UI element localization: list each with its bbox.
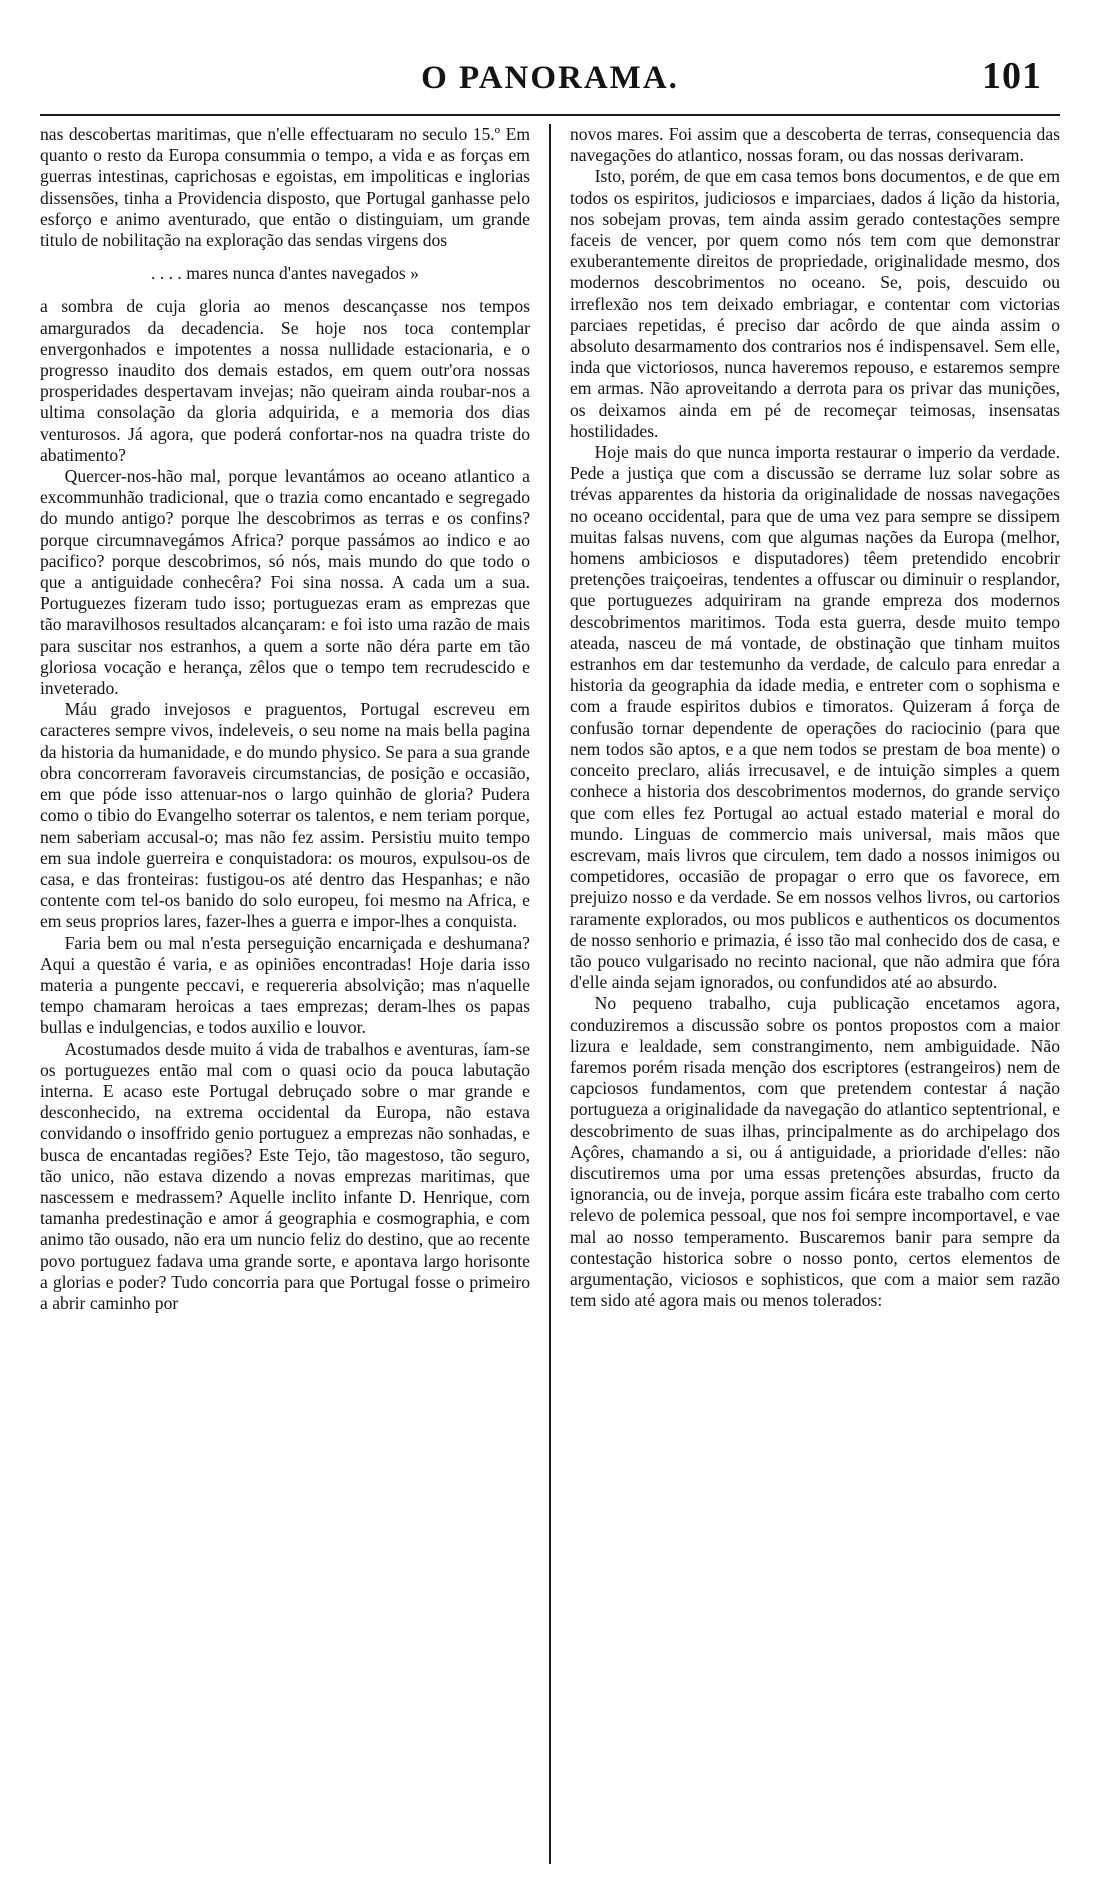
paragraph: a sombra de cuja gloria ao menos descançasse nos tempos amargurados da decadencia. Se hoje nos toca contemplar envergonhados e impotentes a nossa nullidade estacionaria, e o progresso inaudito dos demais estados, em quem outr'ora nossas prosperidades despertavam invejas; não queiram ainda roubar-nos a ultima consolação da gloria adquirida, e a memoria dos dias venturosos. Já agora, que poderá confortar-nos na quadra triste do abatimento?: [40, 296, 530, 465]
column-divider: [549, 124, 551, 1864]
text-columns: [40, 124, 1060, 1864]
paragraph: No pequeno trabalho, cuja publicação encetamos agora, conduziremos a discussão sobre os pontos propostos com a maior lizura e lealdade, sem constrangimento, nem ambiguidade. Não faremos porém risada menção dos escriptores (estrangeiros) nem de capciosos fundamentos, com que pretendem contestar á nação portugueza a originalidade da navegação do atlantico septentrional, e descobrimento de suas ilhas, principalmente as do archipelago dos Açôres, chamando a si, ou á antiguidade, a prioridade d'elles: não discutiremos uma por uma essas pretenções absurdas, fructo da ignorancia, ou de inveja, porque assim ficára este trabalho com certo relevo de polemica pessoal, que nos foi sempre incomportavel, e vae mal ao nosso temperamento. Buscaremos banir para sempre da contestação historica sobre o nosso ponto, certos elementos de argumentação, viciosos e sophisticos, que com a maior sem razão tem sido até agora mais ou menos tolerados:: [570, 993, 1060, 1311]
paragraph: Faria bem ou mal n'esta perseguição encarniçada e deshumana? Aqui a questão é varia, e as opiniões encontradas! Hoje daria isso materia a pungente peccavi, e requereria absolvição; mas n'aquelle tempo chamaram heroicas a taes emprezas; deram-lhes os papas bullas e indulgencias, e todos auxilio e louvor.: [40, 932, 530, 1038]
journal-title: O PANORAMA.: [421, 60, 679, 96]
page-number: 101: [982, 55, 1042, 97]
paragraph: Isto, porém, de que em casa temos bons documentos, e de que em todos os espiritos, judiciosos e imparciaes, dados á lição da historia, nos sobejam provas, tem ainda assim gerado contestações sempre faceis de vencer, por quem como nós tem com que demonstrar exuberantemente direitos de propriedade, originalidade mesmo, dos modernos descobrimentos no oceano. Se, pois, descuido ou irreflexão nos tem deixado embriagar, e contentar com victorias parciaes repetidas, é preciso dar acôrdo de que ainda assim o absoluto desarmamento dos contrarios nos é indispensavel. Sem elle, inda que victoriosos, nunca haveremos repouso, e estaremos sempre em armas. Não aproveitando a derrota para os privar das munições, os deixamos ainda em pé de recomeçar teimosas, insensatas hostilidades.: [570, 166, 1060, 441]
right-column: [570, 124, 1060, 1864]
paragraph: nas descobertas maritimas, que n'elle effectuaram no seculo 15.º Em quanto o resto da Europa consummia o tempo, a vida e as forças em guerras intestinas, caprichosas e egoistas, em impoliticas e inglorias dissensões, tinha a Providencia disposto, que Portugal ganhasse pelo esforço e animo aventurado, que então o distinguiam, um grande titulo de nobilitação na exploração das sendas virgens dos: [40, 124, 530, 251]
paragraph: novos mares. Foi assim que a descoberta de terras, consequencia das navegações do atlantico, nossas foram, ou das nossas derivaram.: [570, 124, 1060, 166]
paragraph: Acostumados desde muito á vida de trabalhos e aventuras, íam-se os portuguezes então mal com o quasi ocio da pouca labutação interna. E acaso este Portugal debruçado sobre o mar grande e desconhecido, na extrema occidental da Europa, não estava convidando o insoffrido genio portuguez a emprezas não sonhadas, e busca de encantadas regiões? Este Tejo, tão magestoso, tão seguro, tão unico, não estava dizendo a novas emprezas maritimas, que nascessem e medrassem? Aquelle inclito infante D. Henrique, com tamanha predestinação e amor á geographia e cosmographia, e com animo tão ousado, não era um nuncio feliz do destino, que ao recente povo portuguez fadava uma grande sorte, e apontava largo horisonte a glorias e poder? Tudo concorria para que Portugal fosse o primeiro a abrir caminho por: [40, 1038, 530, 1313]
left-column: [40, 124, 530, 1864]
page-header: [40, 50, 1060, 116]
paragraph: Quercer-nos-hão mal, porque levantámos ao oceano atlantico a excommunhão tradicional, que o trazia como encantado e segregado do mundo antigo? porque lhe descobrimos as terras e os confins? porque circumnavegámos Africa? porque passámos ao indico e ao pacifico? porque descobrimos, só nós, mais mundo do que todo o que a antiguidade conhecêra? Foi sina nossa. A cada um a sua. Portuguezes fizeram tudo isso; portuguezas eram as emprezas que tão maravilhosos resultados alcançaram: e foi isto uma razão de mais para suscitar nos estranhos, a quem a sorte não déra parte em tão gloriosa vocação e herança, zêlos que o tempo tem recrudescido e inveterado.: [40, 466, 530, 699]
paragraph: Máu grado invejosos e praguentos, Portugal escreveu em caracteres sempre vivos, indeleveis, o seu nome na mais bella pagina da historia da humanidade, e do mundo physico. Se para a sua grande obra concorreram favoraveis circumstancias, de posição e occasião, em que póde isso attenuar-nos o largo quinhão de gloria? Pudera como o tibio do Evangelho soterrar os talentos, e nem teriam porque, nem saberiam accusal-o; mas não fez assim. Persistiu muito tempo em sua indole guerreira e conquistadora: os mouros, expulsou-os de casa, e das fronteiras: fustigou-os até dentro das Hespanhas; e não contente com tel-os banido do solo europeu, foi mesmo na Africa, e em seus proprios lares, fazer-lhes a guerra e impor-lhes a conquista.: [40, 699, 530, 932]
verse-quote: . . . . mares nunca d'antes navegados »: [151, 263, 419, 284]
paragraph: Hoje mais do que nunca importa restaurar o imperio da verdade. Pede a justiça que com a discussão se derrame luz solar sobre as trévas apparentes da historia da originalidade de nossas navegações no oceano occidental, para que de uma vez para sempre se dissipem muitas falsas nuvens, com que algumas nações da Europa (melhor, homens ambiciosos e disputadores) têem pretendido encobrir pretenções traiçoeiras, tendentes a offuscar ou diminuir o resplandor, que portuguezes adquiriram na grande empreza dos modernos descobrimentos maritimos. Toda esta guerra, desde muito tempo ateada, nasceu de má vontade, de obstinação que tinham muitos estranhos em dar testemunho da verdade, de calculo para enredar a historia da geographia da idade media, e entreter com o sophisma e com a fraude espiritos dubios e timoratos. Quizeram á força de confusão tornar dependente de operações do raciocinio (para que nem todos são aptos, e a que nem todos se prestam de boa mente) o conceito preclaro, aliás irrecusavel, e de intuição simples a quem conhece a historia dos descobrimentos modernos, do grande serviço que com elles fez Portugal ao actual estado material e moral do mundo. Linguas de commercio mais universal, mais mãos que escrevam, mais livros que circulem, tem dado a nossos inimigos ou competidores, occasião de propagar o erro que os favorece, em prejuizo nosso e da verdade. Se em nossos velhos livros, ou cartorios raramente explorados, ou mos publicos e authenticos os documentos de nosso senhorio e primazia, é isso tão mal conhecido dos de casa, e tão pouco vulgarisado no recinto nacional, que não admira que fóra d'elle ainda sejam ignorados, ou confundidos até ao absurdo.: [570, 442, 1060, 993]
